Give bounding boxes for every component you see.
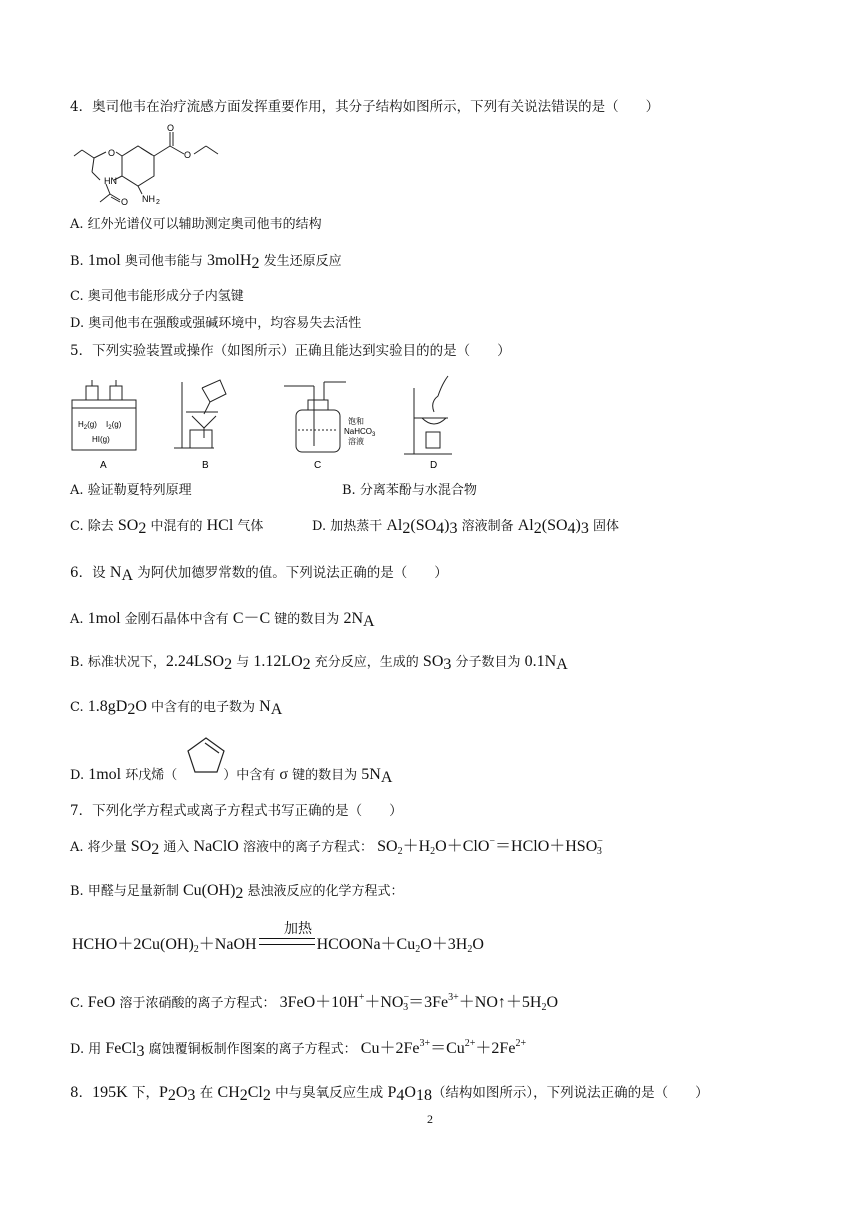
apparatus-figure [70, 372, 470, 472]
q5-option-c: C. 除去 $SO_2$ 中混有的 HCl 气体 [70, 517, 264, 537]
cyclopentene-structure [182, 734, 230, 778]
q4-option-d: D. 奥司他韦在强酸或强碱环境中，均容易失去活性 [70, 316, 362, 331]
q6-option-b: B. 标准状况下，$2.24LSO_2$ 与 $1.12LO_2$ 充分反应，生成的 $SO_3$ 分子数目为 $0.1N_A$ [70, 653, 568, 673]
q4-option-b: B. 1mol 奥司他韦能与 3molH$_2$ 发生还原反应 [70, 252, 342, 272]
svg-text:NaHCO3: NaHCO$_3$ [344, 427, 376, 438]
svg-text:溶液: 溶液 [348, 437, 364, 446]
q5-option-a: A. 验证勒夏特列原理 [70, 483, 192, 498]
fig-label-d: D [430, 460, 438, 471]
struct-o2: O [184, 150, 192, 160]
struct-nh2: NH [142, 194, 155, 204]
struct-hn: HN [104, 176, 117, 186]
q7-option-d: D. 用 FeCl$_3$ 腐蚀覆铜板制作图案的离子方程式： $Cu+2Fe^{3+}=Cu^{2+}+2Fe^{2+}$ [70, 1038, 527, 1060]
svg-text:H2(g): $H_2(g)$ [78, 420, 97, 431]
q6-stem: 6．设 $N_A$ 为阿伏加德罗常数的值。下列说法正确的是（ ） [70, 564, 448, 584]
fig-label-b: B [202, 460, 209, 471]
struct-o3: O [108, 148, 116, 158]
q4-stem: 4．奥司他韦在治疗流感方面发挥重要作用，其分子结构如图所示，下列有关说法错误的是（ ） [70, 99, 660, 115]
label-hi: HI(g) [92, 435, 110, 444]
q7-option-b: B. 甲醛与足量新制 $Cu(OH)_2$ 悬浊液反应的化学方程式： [70, 882, 404, 902]
svg-text:I2(g): $I_2(g)$ [106, 420, 122, 431]
q7-option-a: A. 将少量 $SO_2$ 通入 NaClO 溶液中的离子方程式： $SO_2+H_2O+ClO^-=HClO+HSO^-_3$ [70, 836, 603, 858]
fig-label-c: C [314, 460, 322, 471]
q6-option-a: A. 1mol 金刚石晶体中含有 C－C 键的数目为 $2N_A$ [70, 610, 375, 630]
oseltamivir-structure [72, 124, 222, 206]
q7-equation-b: $HCHO+2Cu(OH)_2+NaOH$ $HCOONa+Cu_2O+3H_2O$ [72, 936, 484, 955]
eq-b-condition: 加热 [284, 921, 312, 937]
q7-option-c: C. FeO 溶于浓硝酸的离子方程式： $3FeO+10H^++NO^-_3=3Fe^{3+}+NO↑+5H_2O$ [70, 992, 559, 1013]
q5-stem: 5．下列实验装置或操作（如图所示）正确且能达到实验目的的是（ ） [70, 343, 511, 359]
svg-text:饱和: 饱和 [348, 417, 364, 426]
q7-stem: 7．下列化学方程式或离子方程式书写正确的是（ ） [70, 803, 403, 819]
struct-nh2-sub: 2 [156, 199, 160, 206]
q5-option-b: B. 分离苯酚与水混合物 [342, 483, 477, 498]
q8-stem: 8．195K 下，$P_2O_3$ 在 $CH_2Cl_2$ 中与臭氧反应生成 $P_4O_{18}$（结构如图所示），下列说法正确的是（ ） [70, 1084, 709, 1104]
q6-option-d: D. 1mol 环戊烯（ ）中含有 σ 键的数目为 $5N_A$ [70, 766, 393, 786]
struct-o4: O [121, 197, 129, 206]
q6-option-c: C. $1.8gD_2O$ 中含有的电子数为 $N_A$ [70, 698, 283, 718]
q4-option-c: C. 奥司他韦能形成分子内氢键 [70, 289, 244, 304]
q5-option-d: D. 加热蒸干 $Al_2(SO_4)_3$ 溶液制备 $Al_2(SO_4)_3$ 固体 [312, 517, 619, 537]
q4-option-a: A. 红外光谱仪可以辅助测定奥司他韦的结构 [70, 217, 322, 232]
struct-o1: O [167, 124, 175, 133]
page-number: 2 [427, 1112, 433, 1126]
fig-label-a: A [100, 460, 107, 471]
